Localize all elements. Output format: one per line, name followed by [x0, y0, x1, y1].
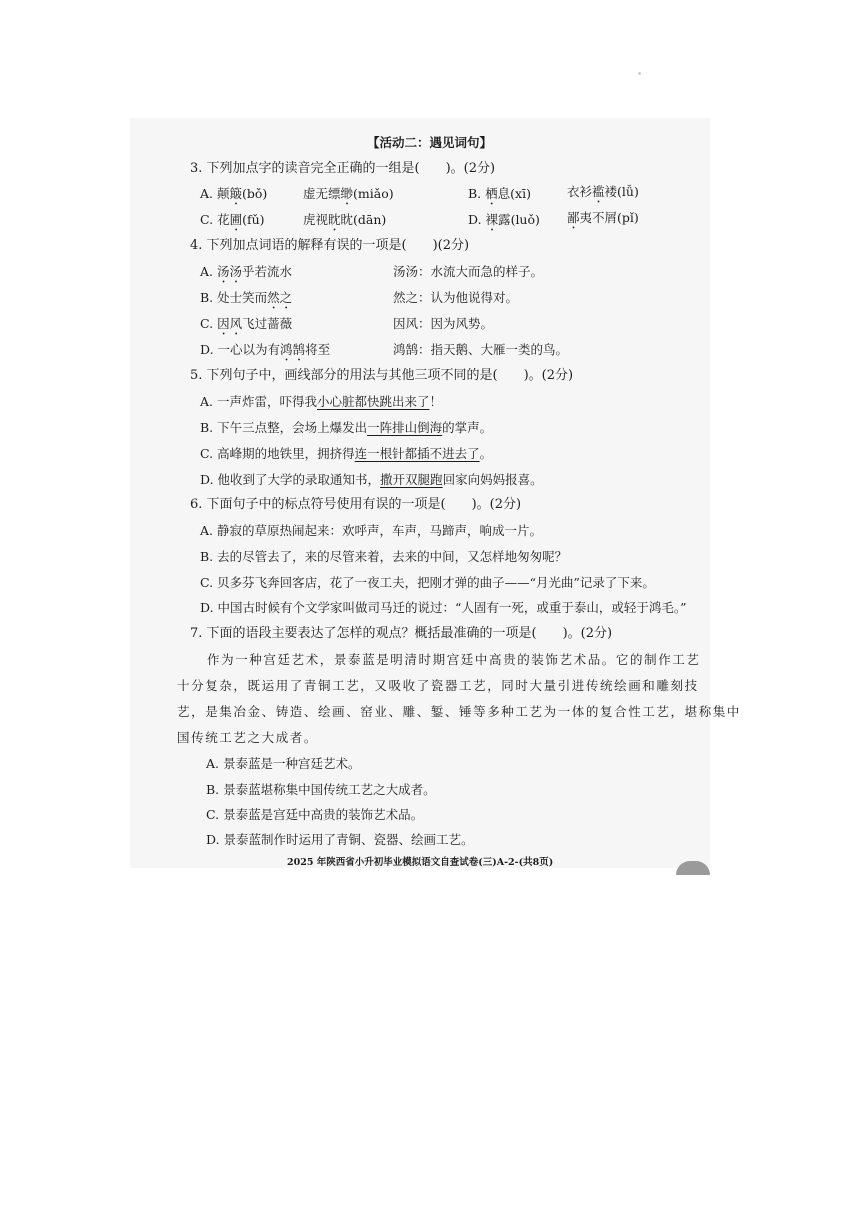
scan-speck: [638, 72, 641, 75]
q3-option-d-word1: D. 裸露(luǒ): [468, 212, 540, 227]
q3-option-d-word2: 鄙夷不屑(pǐ): [567, 210, 639, 225]
q4-option-a-explain: 汤汤：水流大而急的样子。: [393, 264, 544, 279]
question-6-stem: 6. 下面句子中的标点符号使用有误的一项是( )。(2分): [190, 497, 522, 512]
q5-option-d: D. 他收到了大学的录取通知书，撒开双腿跑回家向妈妈报喜。: [200, 472, 543, 487]
question-3-stem: 3. 下列加点字的读音完全正确的一组是( )。(2分): [190, 161, 496, 176]
q7-option-d: D. 景泰蓝制作时运用了青铜、瓷器、绘画工艺。: [206, 832, 474, 847]
q3-option-a-word1: A. 颠簸(bǒ): [200, 186, 268, 201]
q7-passage-line: 国传统工艺之大成者。: [177, 730, 319, 745]
q7-passage-line: 作为一种宫廷艺术，景泰蓝是明清时期宫廷中高贵的装饰艺术品。它的制作工艺: [207, 652, 701, 667]
page-footer: 2025 年陕西省小升初毕业模拟语文自查试卷(三)A-2-(共8页): [287, 857, 554, 868]
q3-option-a-word2: 虚无缥缈(miǎo): [303, 186, 394, 201]
q7-passage-line: 十分复杂，既运用了青铜工艺，又吸收了瓷器工艺，同时大量引进传统绘画和雕刻技: [177, 678, 699, 693]
question-7-stem: 7. 下面的语段主要表达了怎样的观点？概括最准确的一项是( )。(2分): [190, 626, 613, 641]
q5-option-b: B. 下午三点整，会场上爆发出一阵排山倒海的掌声。: [200, 420, 493, 435]
q7-option-c: C. 景泰蓝是宫廷中高贵的装饰艺术品。: [206, 807, 424, 822]
q7-option-b: B. 景泰蓝堪称集中国传统工艺之大成者。: [206, 782, 436, 797]
q4-option-c: C. 因风飞过蔷薇: [200, 316, 293, 331]
q7-passage-line: 艺，是集冶金、铸造、绘画、窑业、雕、錾、锤等多种工艺为一体的复合性工艺，堪称集中: [177, 704, 742, 719]
q4-option-d-explain: 鸿鹄：指天鹅、大雁一类的鸟。: [393, 342, 569, 357]
q4-option-c-explain: 因风：因为风势。: [393, 316, 494, 331]
q3-option-b-word2: 衣衫褴褛(lǚ): [567, 184, 639, 199]
q3-option-c-word1: C. 花圃(fǔ): [200, 212, 265, 227]
question-5-stem: 5. 下列句子中，画线部分的用法与其他三项不同的是( )。(2分): [190, 368, 574, 383]
section-title: 【活动二：遇见词句】: [367, 135, 493, 150]
q6-option-d: D. 中国古时候有个文学家叫做司马迁的说过：“人固有一死，或重于泰山，或轻于鸿毛。”: [200, 600, 687, 615]
q5-option-c: C. 高峰期的地铁里，拥挤得连一根针都插不进去了。: [200, 446, 493, 461]
q3-option-c-word2: 虎视眈眈(dān): [303, 212, 387, 227]
q5-option-a: A. 一声炸雷，吓得我小心脏都快跳出来了！: [200, 394, 443, 409]
q7-option-a: A. 景泰蓝是一种宫廷艺术。: [206, 756, 361, 771]
q3-option-b-word1: B. 栖息(xī): [468, 186, 531, 201]
q4-option-a: A. 汤汤乎若流水: [200, 264, 293, 279]
q6-option-c: C. 贝多芬飞奔回客店，花了一夜工夫，把刚才弹的曲子——“月光曲”记录了下来。: [200, 575, 655, 590]
question-4-stem: 4. 下列加点词语的解释有误的一项是( )(2分): [190, 238, 470, 253]
q6-option-b: B. 去的尽管去了，来的尽管来着，去来的中间，又怎样地匆匆呢？: [200, 549, 568, 564]
q4-option-b: B. 处士笑而然之: [200, 290, 293, 305]
q6-option-a: A. 静寂的草原热闹起来：欢呼声，车声，马蹄声，响成一片。: [200, 523, 542, 538]
q4-option-d: D. 一心以为有鸿鹄将至: [200, 342, 331, 357]
q4-option-b-explain: 然之：认为他说得对。: [393, 290, 519, 305]
